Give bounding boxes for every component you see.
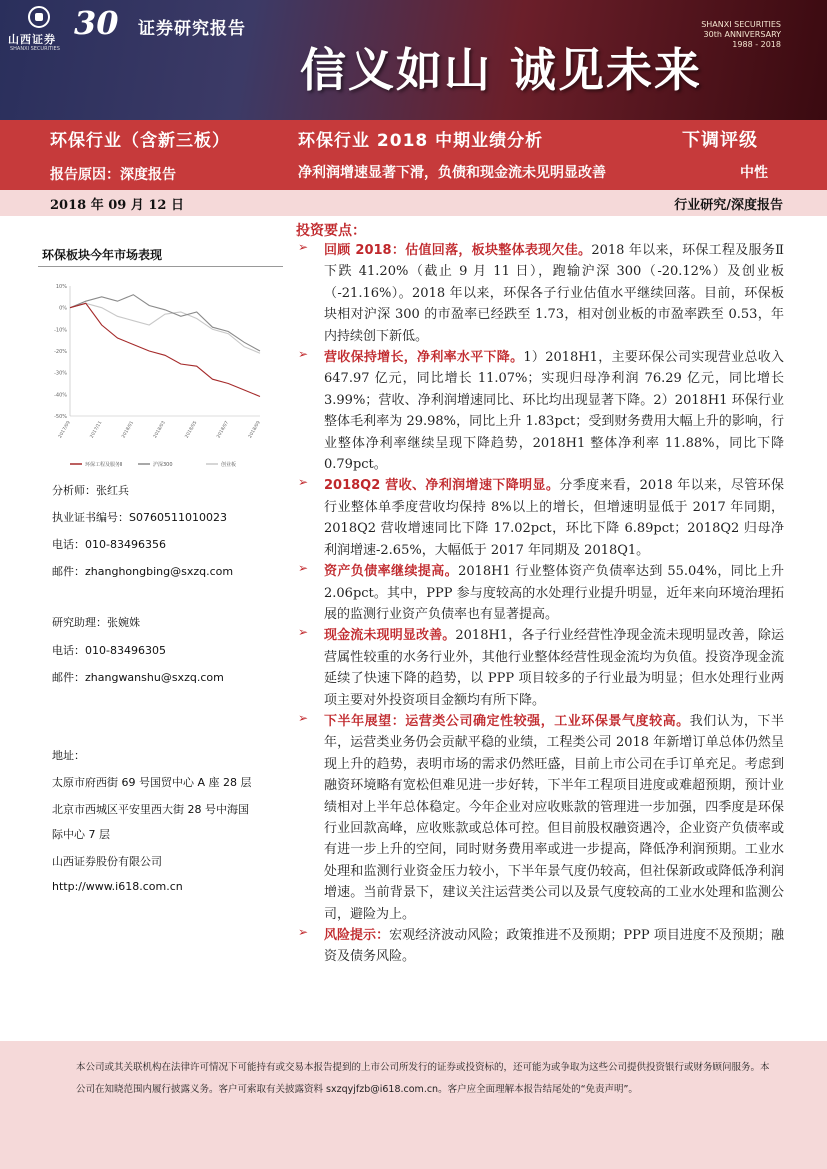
arrow-bullet-icon: ➢	[298, 475, 309, 490]
report-category: 行业研究/深度报告	[674, 198, 783, 213]
address-label: 地址：	[52, 749, 85, 762]
series-line	[70, 303, 260, 353]
company-name: 山西证券股份有限公司	[52, 855, 162, 868]
x-tick-label: 2018/09	[248, 420, 262, 440]
x-tick-label: 2018/07	[216, 420, 231, 440]
legend-label: 创业板	[221, 462, 237, 468]
y-tick-label: -40%	[54, 392, 67, 399]
x-tick-label: 2018/01	[121, 420, 136, 440]
keypoint-body: 2018 年以来，环保工程及服务Ⅱ下跌 41.20%（截止 9 月 11 日），跑输沪深 300（-20.12%）及创业板（-21.16%）。2018 年以来，环保各子行业估值水平继续回落。目前，环保板块相对沪深 300 的市盈率已经跌至 1.73，相对创业板的市盈率跌至 0.53，年内持续创下新低。	[324, 243, 784, 344]
banner-slogan: 信义如山 诚见未来	[300, 43, 703, 97]
analyst-cert: 执业证书编号：S0760511010023	[52, 511, 227, 524]
logo-icon	[28, 6, 50, 28]
arrow-bullet-icon: ➢	[298, 925, 309, 939]
y-tick-label: -50%	[54, 414, 67, 420]
keypoint-item	[296, 625, 784, 711]
x-tick-label: 2018/03	[153, 420, 167, 440]
keypoint-body: 分季度来看，2018 年以来，尽管环保行业整体单季度营收均保持 8%以上的增长，但增速明显低于 2017 年同期，2018Q2 营收增速同比下降 17.02pct，环比下降 6.89pct；2018Q2 归母净利润增速-2.65%，大幅低于 2017 年同期及 2018Q1。	[324, 478, 784, 558]
address-line: 太原市府西街 69 号国贸中心 A 座 28 层	[52, 776, 252, 789]
anniversary-line: 1988 - 2018	[732, 40, 781, 49]
keypoint-body: 我们认为，下半年，运营类业务仍会贡献平稳的业绩，工程类公司 2018 年新增订单总体仍然呈现上升的趋势，表明市场的需求仍然旺盛，目前上市公司在手订单充足。考虑到融资环境略有宽松但难见进一步好转，下半年工程项目进度或难超预期，预计业绩相对上半年总体稳定。今年企业对应收账款的管理进一步加强，四季度是环保行业回款高峰，应收账款或总体可控。但目前股权融资遇冷，企业资产负债率或有进一步上升的空间，同时财务费用率或进一步提高，降低净利润预期。工业水处理和监测行业资金压力较小，下半年景气度仍较高，但社保新政或降低净利润增速。当前背景下，建议关注运营类公司以及景气度较高的工业水处理和监测公司，避险为上。	[324, 713, 784, 922]
assistant-name: 研究助理：张婉姝	[52, 616, 140, 629]
address-line: 际中心 7 层	[52, 828, 110, 841]
analyst-phone: 电话：010-83496356	[52, 538, 166, 551]
anniversary-line: SHANXI SECURITIES	[701, 20, 781, 29]
keypoint-heading: 资产负债率继续提高。	[324, 564, 459, 580]
logo-text-en: SHANXI SECURITIES	[10, 46, 60, 52]
y-tick-label: -10%	[54, 327, 67, 334]
analyst-name: 分析师：张红兵	[52, 484, 129, 497]
keypoint-item	[296, 347, 784, 475]
report-subtitle: 净利润增速显著下滑，负债和现金流未见明显改善	[298, 165, 606, 181]
arrow-bullet-icon: ➢	[298, 710, 309, 725]
anniversary-number: 30	[74, 4, 119, 42]
keypoint-item	[296, 561, 784, 625]
keypoint-heading: 营收保持增长，净利率水平下降。	[324, 350, 524, 366]
report-header	[0, 120, 827, 190]
report-type: 证券研究报告	[138, 19, 246, 39]
disclaimer-text: 本公司或其关联机构在法律许可情况下可能持有或交易本报告提到的上市公司所发行的证券或投资标的，还可能为或争取为这些公司提供投资银行或财务顾问服务。本公司在知晓范围内履行披露义务。客户可索取有关披露资料 sxzqyjfzb@i618.com.cn。客户应全面理解本报告结尾处的“免责声明”。	[76, 1062, 770, 1095]
assistant-phone: 电话：010-83496305	[52, 644, 166, 657]
legend-label: 沪深300	[153, 462, 173, 468]
keypoint-item	[296, 711, 784, 925]
keypoint-heading: 2018Q2 营收、净利润增速下降明显。	[324, 478, 560, 494]
market-performance-chart	[40, 276, 280, 476]
keypoint-item	[296, 475, 784, 561]
anniversary-text	[701, 20, 781, 50]
report-date: 2018 年 09 月 12 日	[50, 198, 184, 213]
address-line: 北京市西城区平安里西大街 28 号中海国	[52, 803, 249, 816]
keypoint-body: 宏观经济波动风险；政策推进不及预期；PPP 项目进度不及预期；融资及债务风险。	[324, 928, 784, 965]
company-url[interactable]: http://www.i618.com.cn	[52, 880, 183, 893]
y-tick-label: -20%	[54, 349, 67, 355]
anniversary-line: 30th ANNIVERSARY	[703, 30, 781, 39]
keypoint-body: 2018H1，各子行业经营性净现金流未现明显改善，除运营属性较重的水务行业外，其他行业整体经营性现金流均为负值。投资净现金流延续了快速下降的趋势，以 PPP 项目较多的子行业最为明显；但水处理行业两项主要对外投资项目金额均有所下降。	[324, 628, 784, 708]
x-tick-label: 2017/09	[58, 420, 72, 440]
keypoint-body: 2018H1 行业整体资产负债率达到 55.04%，同比上升 2.06pct。其中，PPP 参与度较高的水处理行业提升明显，近年来向环境治理拓展的监测行业资产负债率也有显著提高。	[324, 564, 784, 622]
assistant-email[interactable]: 邮件：zhangwanshu@sxzq.com	[52, 671, 224, 684]
arrow-bullet-icon: ➢	[298, 561, 309, 576]
date-bar	[0, 190, 827, 216]
divider	[38, 266, 283, 267]
y-tick-label: 10%	[55, 284, 67, 290]
keypoint-heading: 现金流未现明显改善。	[324, 628, 456, 644]
x-tick-label: 2017/11	[89, 420, 104, 440]
header-banner	[0, 0, 827, 120]
series-line	[70, 303, 260, 396]
report-title: 环保行业 2018 中期业绩分析	[298, 131, 544, 151]
chart-title: 环保板块今年市场表现	[42, 248, 163, 262]
keypoints-list	[296, 240, 784, 968]
footer	[0, 1041, 827, 1169]
industry-label: 环保行业（含新三板）	[50, 131, 230, 151]
arrow-bullet-icon: ➢	[298, 625, 309, 640]
report-reason: 报告原因：深度报告	[50, 167, 176, 183]
keypoint-heading: 风险提示：	[324, 928, 390, 943]
y-tick-label: 0%	[59, 305, 67, 312]
keypoint-heading: 下半年展望：运营类公司确定性较强，工业环保景气度较高。	[324, 713, 690, 729]
legend-label: 环保工程及服务Ⅱ	[85, 462, 123, 468]
rating-change: 下调评级	[682, 130, 758, 151]
series-line	[70, 295, 260, 351]
keypoint-heading: 回顾 2018：估值回落，板块整体表现欠佳。	[324, 243, 592, 258]
keypoint-item	[296, 925, 784, 968]
x-tick-label: 2018/05	[184, 420, 199, 440]
arrow-bullet-icon: ➢	[298, 347, 309, 362]
keypoint-body: 1）2018H1，主要环保公司实现营业总收入 647.97 亿元，同比增长 11.07%；实现归母净利润 76.29 亿元，同比增长 3.99%；营收、净利润增速同比、环比均出现显著下降。2）2018H1 环保行业整体毛利率为 29.98%，同比上升 1.83pct；受到财务费用大幅上升的影响，行业整体净利率继续呈现下降趋势，2018H1 整体净利率 11.88%，同比下降 0.79pct。	[324, 350, 784, 473]
rating-value: 中性	[740, 165, 768, 181]
logo-text-cn: 山西证券	[8, 33, 56, 46]
y-tick-label: -30%	[54, 370, 67, 377]
keypoint-item	[296, 240, 784, 347]
arrow-bullet-icon: ➢	[298, 240, 309, 254]
analyst-email[interactable]: 邮件：zhanghongbing@sxzq.com	[52, 565, 234, 578]
keypoints-title: 投资要点：	[296, 223, 366, 239]
company-logo	[6, 4, 70, 52]
